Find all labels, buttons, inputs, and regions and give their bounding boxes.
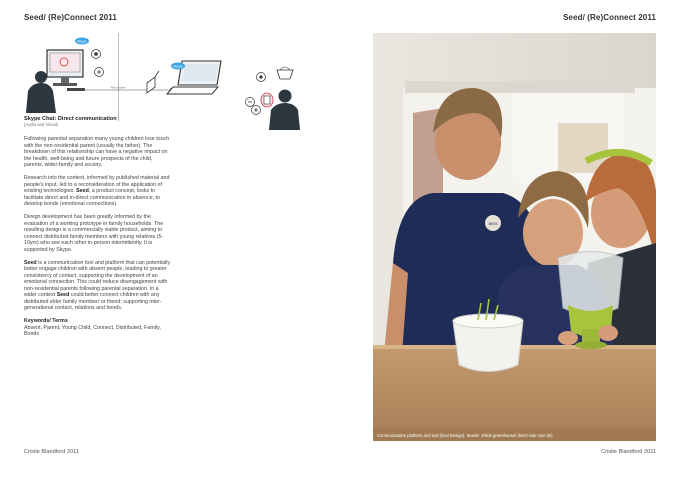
status-icon-3: [257, 73, 266, 82]
status-icon-5: [252, 106, 261, 115]
diagram-title: Skype Chat: Direct communication: [24, 116, 117, 122]
child-device-icon: [261, 93, 273, 107]
status-icon-2: [95, 68, 104, 77]
svg-text:Skype: Skype: [173, 64, 183, 69]
skype-cloud-icon-2: [171, 63, 185, 70]
skype-cloud-icon: [75, 38, 89, 45]
footer-right: Cristie Blandford 2011: [601, 449, 656, 455]
keywords-list: Absent, Parent, Young Child, Connect, Distributed, Family, Bonds: [24, 324, 161, 337]
svg-text:IBSS: IBSS: [488, 221, 498, 226]
header-title-left: Seed/ (Re)Connect 2011: [24, 13, 117, 22]
paragraph-3: Design development has been greatly informed by the evaluation of a working prototype in family households. The resulting design is a commercially viable product, aiming to connect distributed family members with young relatives (5-10yrs) who see each other in-person intermittently. It is supported by Skype.: [24, 214, 164, 253]
paragraph-2: Research into the context, informed by published material and people's input, led to a reconsideration of the application of existing technologies. Seed, a product concept, looks to facilitate direct and in-direct communication in absence, to develop bonds (emotional connections).: [24, 175, 170, 207]
photo-caption: Communication platform and tool (final Design): Seeds- childs greenhouse/ direct side note (B): [377, 433, 553, 438]
paragraph-4: Seed is a communication tool and platform that can potentially better engage children with absent people, leading to greater consistency of contact, supporting the development of an emotional connection. This could reduce disengagement with non-residential parents following parental separation. In a wider context Seed could better connect children with any distributed elder family member/ or friend; supporting inter-generational contact, relations and bonds.: [24, 259, 171, 311]
diagram-subtitle: (Audio and Visual): [24, 122, 59, 127]
desktop-computer-icon: [47, 50, 85, 91]
footer-left: Cristie Blandford 2011: [24, 449, 79, 455]
child-figure-icon: [269, 90, 300, 131]
keywords-title: Keywords/ Terms: [24, 318, 68, 324]
product-photo: [373, 33, 656, 441]
status-icon-4: [246, 98, 255, 107]
status-icon-1: [92, 50, 101, 59]
children-with-seed-illustration: [373, 33, 656, 441]
seed-product-icon: [277, 67, 293, 79]
svg-text:File transfer: File transfer: [110, 85, 126, 90]
header-title-right: Seed/ (Re)Connect 2011: [563, 13, 656, 22]
svg-text:Skype: Skype: [77, 39, 87, 44]
paragraph-1: Following parental separation many young children lose touch with the non-residential parent (usually the father). The breakdown of this relationship can have a negative impact on the health, well-being and future prospects of the child, parents, wider-family and society.: [24, 136, 170, 168]
body-text: [24, 136, 172, 344]
file-transfer-arrow: [84, 86, 174, 93]
